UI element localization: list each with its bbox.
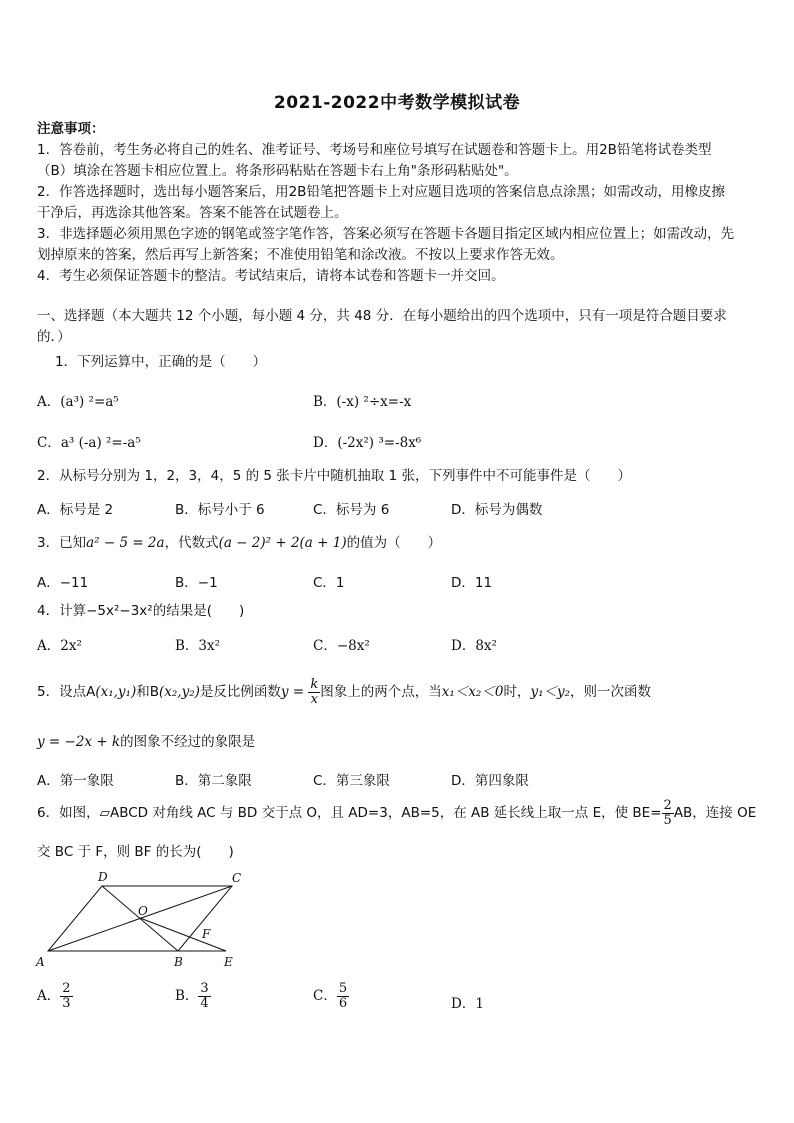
q4-option-a: A．2x² xyxy=(37,638,82,654)
q6-be-denominator: 5 xyxy=(663,813,672,828)
q5-point-b: (x₂,y₂) xyxy=(158,684,200,700)
q5-condition-y: y₁＜y₂ xyxy=(530,684,571,700)
q3-stem-pre: 3．已知 xyxy=(37,535,87,551)
q5-option-a: A．第一象限 xyxy=(37,773,114,789)
label-point-b: B xyxy=(174,955,183,969)
q4-stem: 4．计算−5x²−3x²的结果是( ) xyxy=(37,603,245,619)
q5-option-b: B．第二象限 xyxy=(175,773,252,789)
q6-option-b xyxy=(175,982,211,1011)
q4-option-d: D．8x² xyxy=(451,638,497,654)
q3-option-d: D．11 xyxy=(451,575,493,591)
q6-option-c-fraction xyxy=(337,982,349,1011)
q2-stem: 2．从标号分别为 1，2，3，4，5 的 5 张卡片中随机抽取 1 张，下列事件中不可能事件是（ ） xyxy=(37,468,631,484)
label-point-c: C xyxy=(232,871,242,885)
q6-option-a-numerator: 2 xyxy=(62,981,71,996)
q1-stem: 1．下列运算中，正确的是（ ） xyxy=(55,354,267,370)
q4-option-c: C．−8x² xyxy=(313,638,370,654)
segment-oe xyxy=(140,918,226,951)
q5-fn-denominator: x xyxy=(310,692,319,707)
notice-line-1: 1．答卷前，考生务必将自己的姓名、准考证号、考场号和座位号填写在试题卷和答题卡上。用2B铅笔将试卷类型 xyxy=(37,142,712,158)
q6-option-b-numerator: 3 xyxy=(200,981,209,996)
q3-stem-mid: ，代数式 xyxy=(164,535,219,551)
section-header-line-2: 的．） xyxy=(37,329,71,345)
q6-option-b-label: B． xyxy=(175,988,199,1004)
notice-line-2: （B）填涂在答题卡相应位置上。将条形码粘贴在答题卡右上角"条形码粘贴处"。 xyxy=(37,163,518,179)
q3-option-a: A．−11 xyxy=(37,575,89,591)
q5-stem-pre: 5．设点A xyxy=(37,684,96,700)
notice-line-7: 4．考生必须保证答题卡的整洁。考试结束后，请将本试卷和答题卡一并交回。 xyxy=(37,268,505,284)
q1-option-b: B．(-x) ²÷x=-x xyxy=(313,394,412,410)
q5-fn-numerator: k xyxy=(310,677,319,692)
label-point-d: D xyxy=(98,870,108,884)
q5-fn-lhs: y = xyxy=(280,684,305,700)
q4-option-b: B．3x² xyxy=(175,638,221,654)
q5-option-d: D．第四象限 xyxy=(451,773,529,789)
q3-condition: a² − 5 = 2a xyxy=(86,535,165,551)
q6-parallelogram-figure xyxy=(30,868,260,978)
q6-option-c-denominator: 6 xyxy=(338,996,348,1011)
q6-stem-pre: 6．如图，▱ABCD 对角线 AC 与 BD 交于点 O，且 AD=3，AB=5，在 AB 延长线上取一点 E，使 BE= xyxy=(37,805,662,821)
q3-option-b: B．−1 xyxy=(175,575,218,591)
q6-option-a-denominator: 3 xyxy=(62,996,71,1011)
label-point-o: O xyxy=(138,904,148,918)
q3-stem xyxy=(37,533,441,554)
q6-option-b-denominator: 4 xyxy=(200,996,209,1011)
section-header-line-1: 一、选择题（本大题共 12 个小题，每小题 4 分，共 48 分．在每小题给出的四个选项中，只有一项是符合题目要求 xyxy=(37,308,727,324)
q2-option-a: A．标号是 2 xyxy=(37,502,114,518)
label-point-f: F xyxy=(202,927,211,941)
q6-option-c xyxy=(313,982,349,1011)
q6-stem-line-2: 交 BC 于 F，则 BF 的长为( ) xyxy=(37,844,234,860)
q5-linear-fn: y = −2x + k xyxy=(37,734,121,750)
q6-be-numerator: 2 xyxy=(663,798,672,813)
q6-option-d: D．1 xyxy=(451,996,484,1012)
label-point-a: A xyxy=(36,955,45,969)
q6-be-fraction xyxy=(662,799,674,828)
q3-expression: (a − 2)² + 2(a + 1) xyxy=(218,535,347,551)
q5-condition-x: x₁＜x₂＜0 xyxy=(441,684,504,700)
q5-stem xyxy=(37,677,651,707)
label-point-e: E xyxy=(224,955,233,969)
q6-option-b-fraction xyxy=(198,982,210,1011)
q3-stem-post: 的值为（ ） xyxy=(346,535,442,551)
q5-is: 是反比例函数 xyxy=(199,684,281,700)
q5-when: 时， xyxy=(503,684,531,700)
q6-option-a-label: A． xyxy=(37,988,61,1004)
q2-option-d: D．标号为偶数 xyxy=(451,502,543,518)
q5-point-a: (x₁,y₁) xyxy=(95,684,137,700)
q6-stem xyxy=(37,798,756,828)
q5-line2-text: 的图象不经过的象限是 xyxy=(120,734,256,750)
q6-stem-post: AB，连接 OE xyxy=(673,805,757,821)
q5-stem-line-2 xyxy=(37,732,255,753)
notice-line-5: 3．非选择题必须用黑色字迹的钢笔或签字笔作答，答案必须写在答题卡各题目指定区域内相应位置上；如需改动，先 xyxy=(37,226,735,242)
q2-option-b: B．标号小于 6 xyxy=(175,502,265,518)
q5-option-c: C．第三象限 xyxy=(313,773,390,789)
notice-line-6: 划掉原来的答案，然后再写上新答案；不准使用铅笔和涂改液。不按以上要求作答无效。 xyxy=(37,247,564,263)
page-title: 2021-2022中考数学模拟试卷 xyxy=(273,93,521,113)
q6-option-a-fraction xyxy=(60,982,72,1011)
q2-option-c: C．标号为 6 xyxy=(313,502,390,518)
q5-fn-fraction xyxy=(308,678,320,707)
q5-and: 和B xyxy=(136,684,159,700)
q5-stem-end: ，则一次函数 xyxy=(570,684,652,700)
notice-heading: 注意事项： xyxy=(37,121,105,137)
q3-option-c: C．1 xyxy=(313,575,345,591)
q5-stem-mid: 图象上的两个点，当 xyxy=(320,684,442,700)
q1-option-d: D．(-2x²) ³=-8x⁶ xyxy=(313,435,422,451)
q1-option-c: C．a³ (-a) ²=-a⁵ xyxy=(37,435,141,451)
notice-line-3: 2．作答选择题时，选出每小题答案后，用2B铅笔把答题卡上对应题目选项的答案信息点涂黑；如需改动，用橡皮擦 xyxy=(37,184,725,200)
q1-option-a: A．(a³) ²=a⁵ xyxy=(37,394,119,410)
q6-option-c-numerator: 5 xyxy=(338,981,348,996)
q6-option-c-label: C． xyxy=(313,988,337,1004)
notice-line-4: 干净后，再选涂其他答案。答案不能答在试题卷上。 xyxy=(37,205,348,221)
q6-option-a xyxy=(37,982,73,1011)
